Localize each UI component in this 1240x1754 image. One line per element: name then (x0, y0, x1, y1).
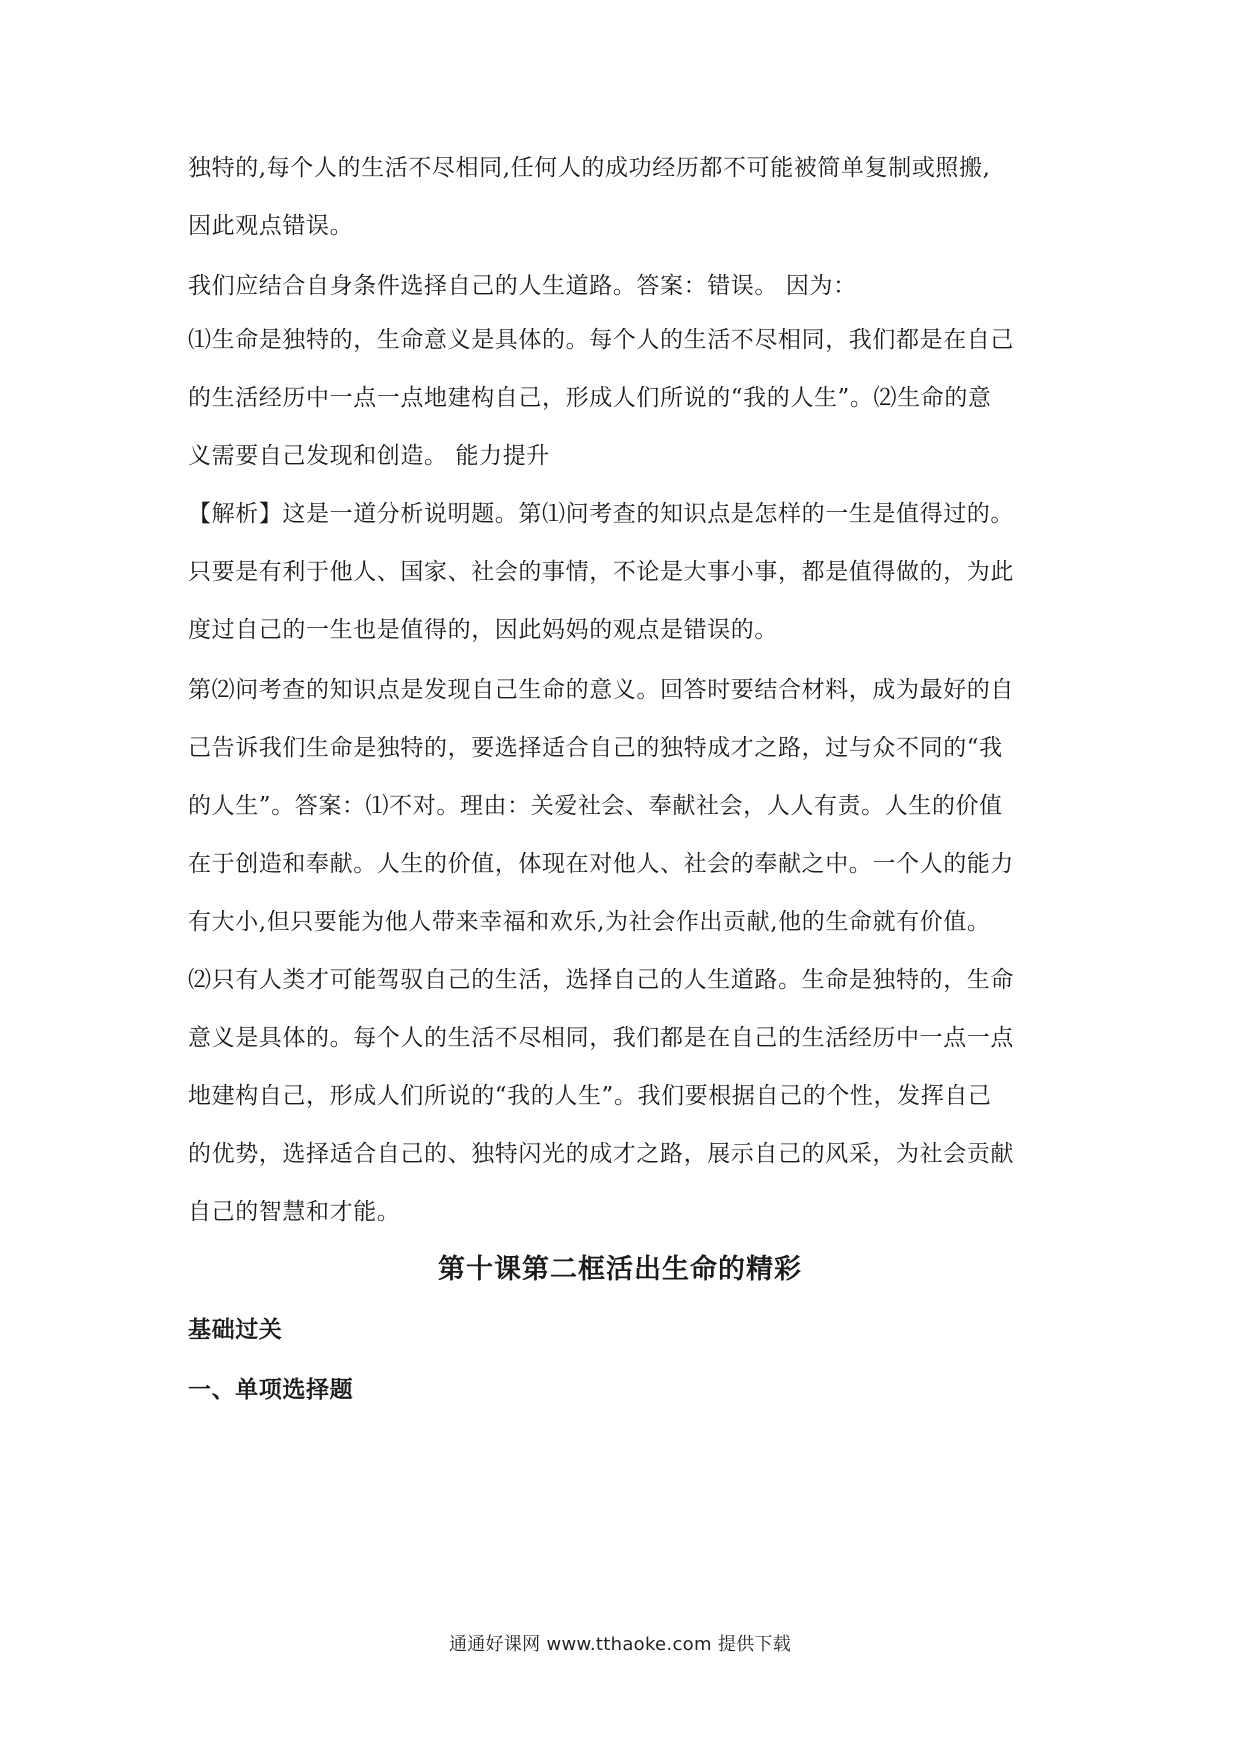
body-line: 意义是具体的。每个人的生活不尽相同，我们都是在自己的生活经历中一点一点 (188, 1025, 1014, 1051)
body-line: 的人生”。答案：⑴不对。理由：关爱社会、奉献社会，人人有责。人生的价值 (188, 793, 1003, 819)
body-line: 自己的智慧和才能。 (188, 1199, 401, 1225)
body-line: 因此观点错误。 (188, 213, 354, 239)
body-line: ⑴生命是独特的，生命意义是具体的。每个人的生活不尽相同，我们都是在自己 (188, 327, 1014, 353)
body-line: ⑵只有人类才可能驾驭自己的生活，选择自己的人生道路。生命是独特的，生命 (188, 967, 1014, 993)
body-line: 有大小,但只要能为他人带来幸福和欢乐,为社会作出贡献,他的生命就有价值。 (188, 909, 991, 935)
body-line: 第⑵问考查的知识点是发现自己生命的意义。回答时要结合材料，成为最好的自 (188, 677, 1014, 703)
body-line: 【解析】这是一道分析说明题。第⑴问考查的知识点是怎样的一生是值得过的。 (188, 501, 1014, 527)
section-heading-single-choice: 一、单项选择题 (188, 1376, 354, 1403)
body-line: 的生活经历中一点一点地建构自己，形成人们所说的“我的人生”。⑵生命的意 (188, 385, 992, 411)
body-line: 我们应结合自身条件选择自己的人生道路。答案：错误。 因为： (188, 273, 857, 299)
body-line: 己告诉我们生命是独特的，要选择适合自己的独特成才之路，过与众不同的“我 (188, 735, 1003, 761)
body-line: 地建构自己，形成人们所说的“我的人生”。我们要根据自己的个性，发挥自己 (188, 1083, 992, 1109)
body-line: 的优势，选择适合自己的、独特闪光的成才之路，展示自己的风采，为社会贡献 (188, 1141, 1014, 1167)
section-heading-basic: 基础过关 (188, 1316, 283, 1343)
body-line: 度过自己的一生也是值得的，因此妈妈的观点是错误的。 (188, 617, 778, 643)
body-line: 在于创造和奉献。人生的价值，体现在对他人、社会的奉献之中。一个人的能力 (188, 851, 1014, 877)
body-line: 独特的,每个人的生活不尽相同,任何人的成功经历都不可能被简单复制或照搬, (188, 155, 991, 181)
lesson-title: 第十课第二框活出生命的精彩 (438, 1254, 802, 1285)
body-line: 义需要自己发现和创造。 能力提升 (188, 443, 550, 469)
body-line: 只要是有利于他人、国家、社会的事情，不论是大事小事，都是值得做的，为此 (188, 559, 1014, 585)
footer-source-note: 通通好课网 www.tthaoke.com 提供下载 (448, 1634, 792, 1655)
